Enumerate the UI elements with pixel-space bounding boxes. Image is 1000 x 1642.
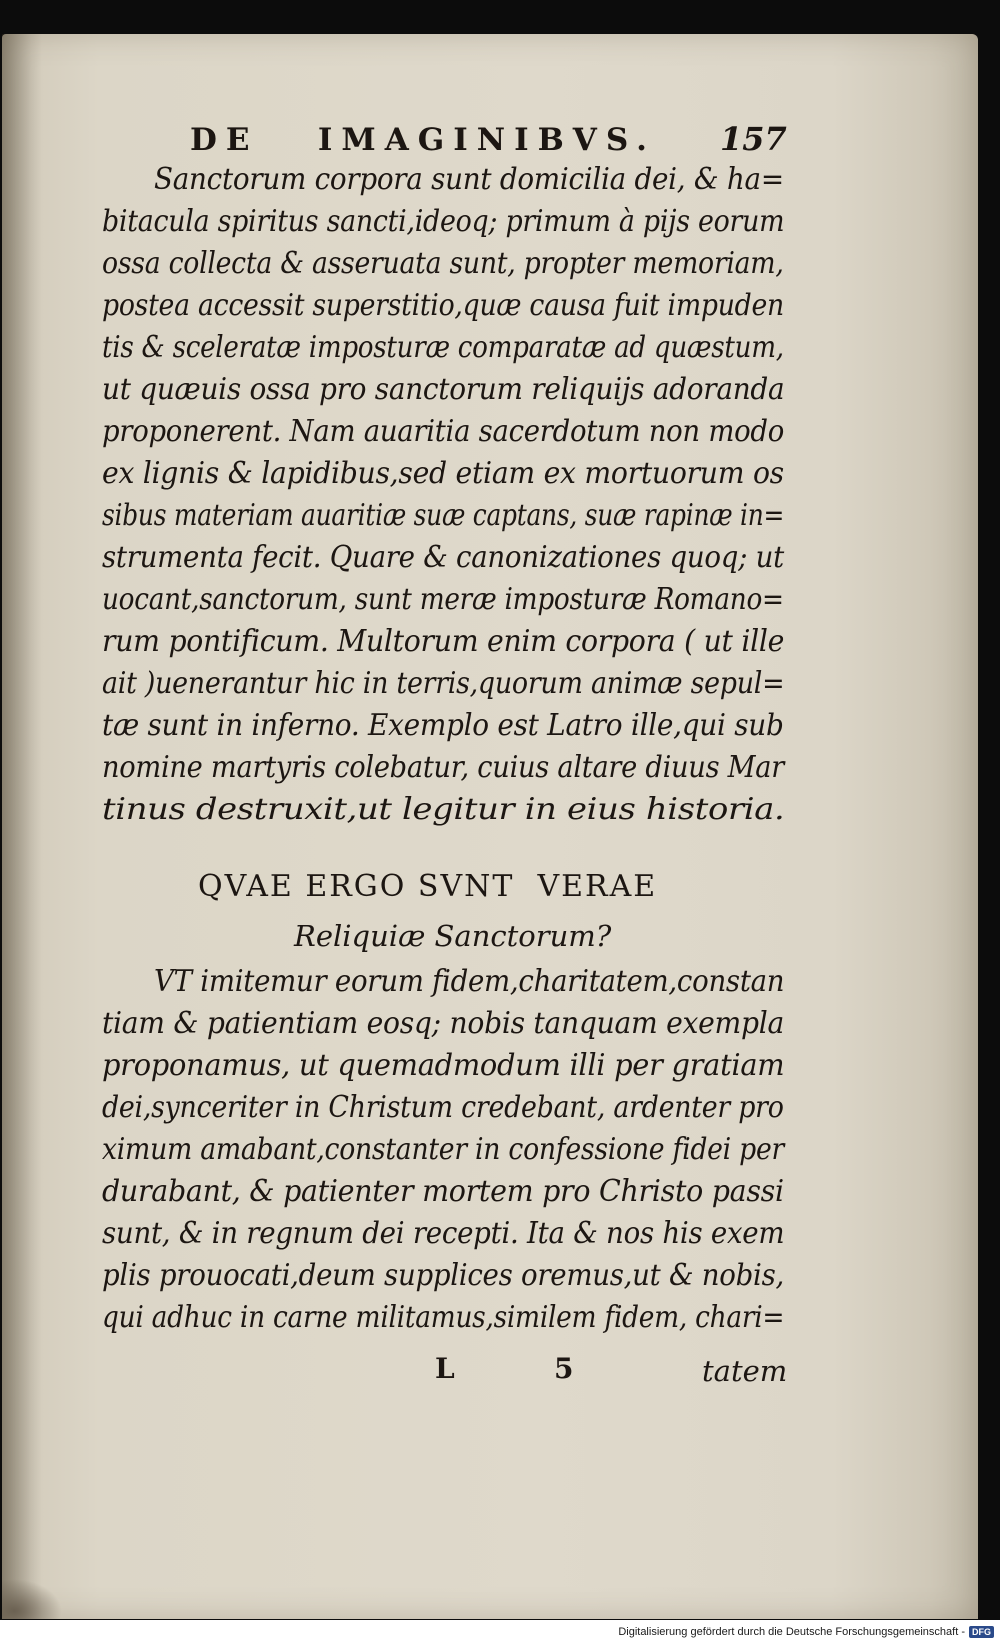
body-line: rum pontificum. Multorum enim corpora ( ut ille — [102, 624, 785, 659]
answer-line: VT imitemur eorum fidem,charitatem,constan — [154, 964, 785, 999]
answer-line: sunt, & in regnum dei recepti. Ita & nos his exem — [102, 1216, 785, 1251]
body-line: sibus materiam auaritiæ suæ captans, suæ rapinæ in= — [102, 498, 785, 533]
question-heading: QVAE ERGO SVNT VERAE — [198, 869, 658, 904]
gutter-shadow — [2, 34, 42, 1619]
body-line: postea accessit superstitio,quæ causa fuit impuden — [102, 288, 784, 323]
body-line: tæ sunt in inferno. Exemplo est Latro ille,qui sub — [102, 708, 784, 743]
body-line: bitacula spiritus sancti,ideoq; primum à pijs eorum — [102, 204, 785, 239]
page-number: 157 — [720, 120, 787, 158]
body-line: nomine martyris colebatur, cuius altare diuus Mar — [102, 750, 785, 785]
answer-line: dei,synceriter in Christum credebant, ardenter pro — [102, 1090, 784, 1125]
dfg-logo-icon: DFG — [969, 1626, 994, 1638]
body-line: strumenta fecit. Quare & canonizationes quoq; ut — [102, 540, 784, 575]
page-damage — [2, 1579, 62, 1619]
question-subheading: Reliquiæ Sanctorum? — [294, 919, 612, 953]
running-head: DE IMAGINIBVS. — [190, 122, 656, 158]
body-line: ex lignis & lapidibus,sed etiam ex mortuorum os — [102, 456, 784, 491]
body-line: ut quæuis ossa pro sanctorum reliquijs adoranda — [102, 372, 785, 407]
body-line: proponerent. Nam auaritia sacerdotum non modo — [102, 414, 785, 449]
answer-line: tiam & patientiam eosq; nobis tanquam exempla — [102, 1006, 784, 1041]
body-line: tinus destruxit,ut legitur in eius historia. — [102, 792, 785, 827]
body-line: tis & sceleratæ imposturæ comparatæ ad quæstum, — [102, 330, 784, 365]
credit-text: Digitalisierung gefördert durch die Deutsche Forschungsgemeinschaft - — [618, 1626, 965, 1638]
answer-line: plis prouocati,deum supplices oremus,ut & nobis, — [102, 1258, 784, 1293]
catchword: tatem — [702, 1354, 788, 1388]
body-line: ait )uenerantur hic in terris,quorum animæ sepul= — [102, 666, 785, 701]
answer-line: qui adhuc in carne militamus,similem fidem, chari= — [102, 1300, 785, 1335]
answer-line: proponamus, ut quemadmodum illi per gratiam — [102, 1048, 785, 1083]
signature-mark: L — [435, 1352, 455, 1385]
answer-line: ximum amabant,constanter in confessione fidei per — [102, 1132, 784, 1167]
body-line: ossa collecta & asseruata sunt, propter memoriam, — [102, 246, 784, 281]
body-line: uocant,sanctorum, sunt meræ imposturæ Romano= — [102, 582, 784, 617]
body-line: Sanctorum corpora sunt domicilia dei, & ha= — [154, 162, 784, 197]
signature-number: 5 — [554, 1352, 574, 1385]
answer-line: durabant, & patienter mortem pro Christo passi — [102, 1174, 784, 1209]
book-page — [2, 34, 978, 1619]
digitization-credit — [618, 1626, 994, 1638]
